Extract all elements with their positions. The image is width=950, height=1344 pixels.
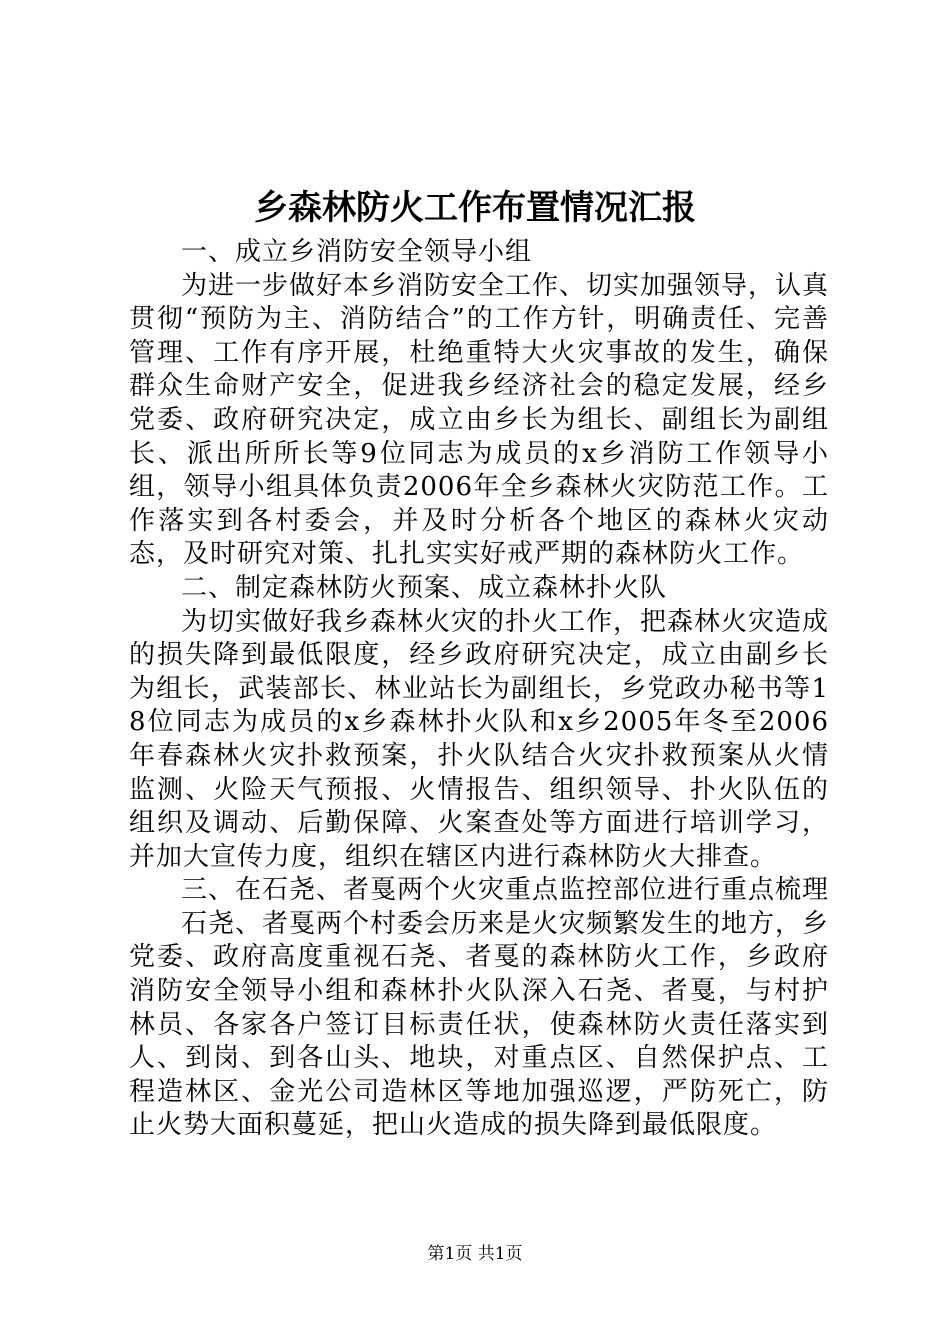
section-heading-3: 三、在石尧、者戛两个火灾重点监控部位进行重点梳理: [181, 875, 830, 906]
section-heading-2: 二、制定森林防火预案、成立森林扑火队: [181, 572, 668, 603]
page-title: 乡森林防火工作布置情况汇报: [254, 188, 696, 228]
document-body: [129, 236, 829, 1143]
body-paragraph-2: 为切实做好我乡森林火灾的扑火工作，把森林火灾造成的损失降到最低限度，经乡政府研究决定，成立由副乡长为组长，武装部长、林业站长为副组长，乡党政办秘书等18位同志为成员的x乡森林扑火队和x乡2005年冬至2006年春森林火灾扑救预案，扑火队结合火灾扑救预案从火情监测、火险天气预报、火情报告、组织领导、扑火队伍的组织及调动、后勤保障、火案查处等方面进行培训学习，并加大宣传力度，组织在辖区内进行森林防火大排查。: [129, 606, 830, 872]
body-paragraph-3: 石尧、者戛两个村委会历来是火灾频繁发生的地方，乡党委、政府高度重视石尧、者戛的森林防火工作，乡政府消防安全领导小组和森林扑火队深入石尧、者戛，与村护林员、各家各户签订目标责任状，使森林防火责任落实到人、到岗、到各山头、地块，对重点区、自然保护点、工程造林区、金光公司造林区等地加强巡逻，严防死亡，防止火势大面积蔓延，把山火造成的损失降到最低限度。: [129, 908, 830, 1141]
body-paragraph-1: 为进一步做好本乡消防安全工作、切实加强领导，认真贯彻“预防为主、消防结合”的工作方针，明确责任、完善管理、工作有序开展，杜绝重特大火灾事故的发生，确保群众生命财产安全，促进我乡经济社会的稳定发展，经乡党委、政府研究决定，成立由乡长为组长、副组长为副组长、派出所所长等9位同志为成员的x乡消防工作领导小组，领导小组具体负责2006年全乡森林火灾防范工作。工作落实到各村委会，并及时分析各个地区的森林火灾动态，及时研究对策、扎扎实实好戒严期的森林防火工作。: [129, 270, 830, 570]
page-footer: 第1页 共1页: [427, 1244, 523, 1264]
section-heading-1: 一、成立乡消防安全领导小组: [181, 237, 533, 267]
